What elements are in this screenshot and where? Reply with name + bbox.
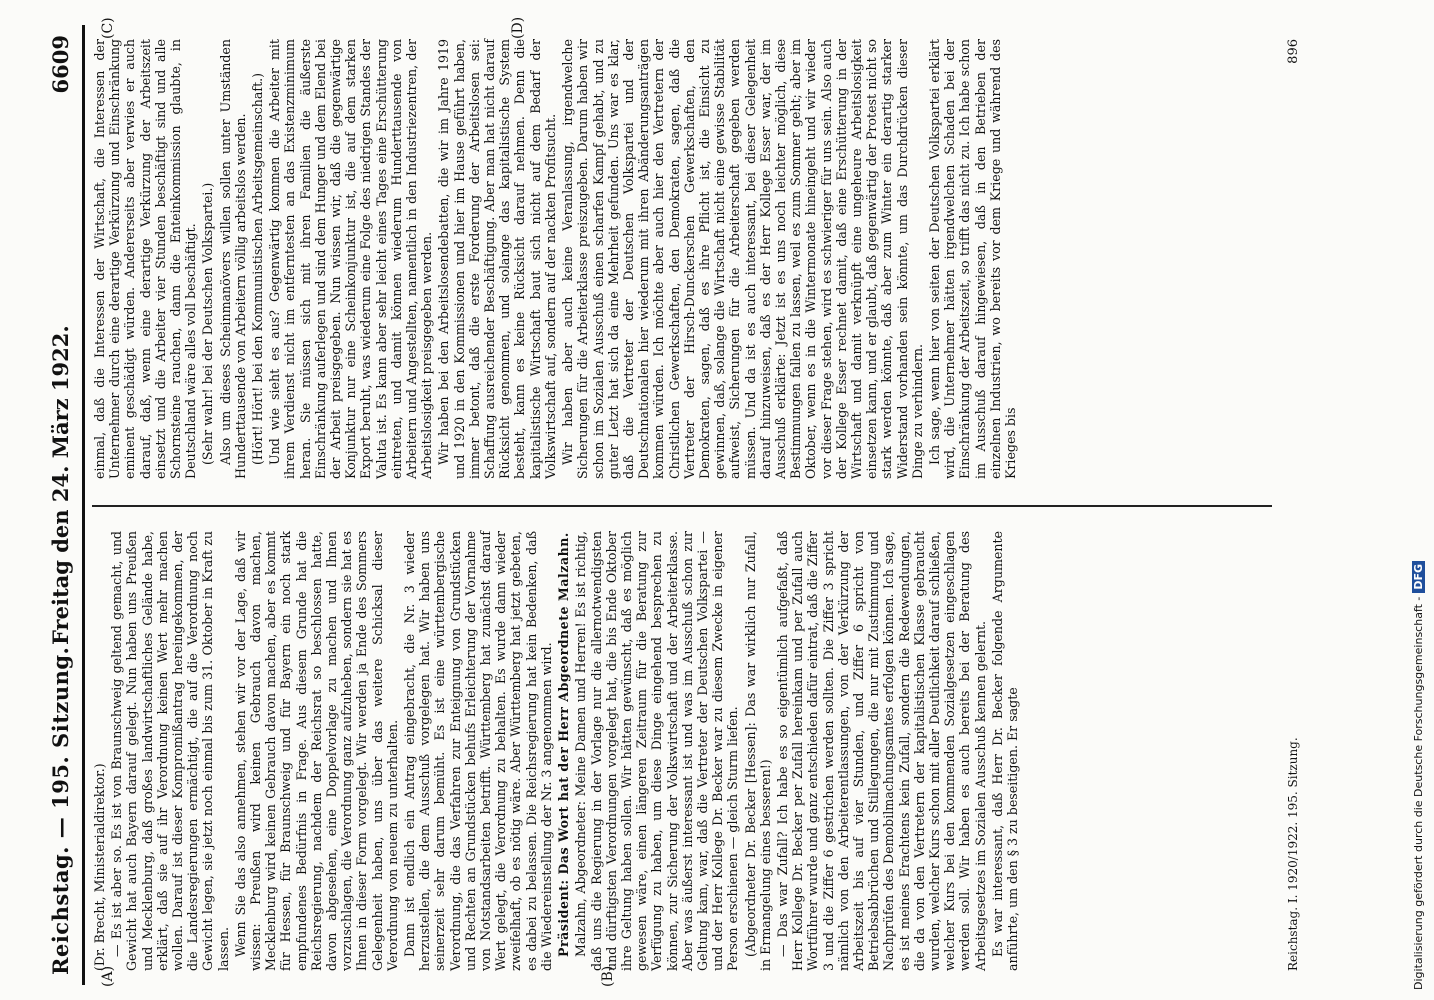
margin-marker-a: (A)	[100, 965, 116, 987]
paragraph: Wir haben bei den Arbeitslosendebatten, die wir im Jahre 1919 und 1920 in den Kommissionen und hier im Hause geführt haben, immer betont, daß die erste Forderung der Arbeitslosen sei: Schaffung ausreichender Beschäftigung. Aber man hat nicht darauf Rücksicht genommen, und solange das kapitalistische System besteht, kann es keine Rücksicht darauf nehmen. Denn die kapitalistische Wirtschaft baut sich nicht auf dem Bedarf der Volkswirtschaft auf, sondern auf der nackten Profitsucht.	[436, 39, 558, 479]
paragraph: (Dr. Brecht, Ministerialdirektor.)	[92, 763, 107, 971]
newspaper-page	[40, 16, 1420, 987]
footer-signature: Reichstag. I. 1920/1922. 195. Sitzung.	[1286, 737, 1300, 971]
dfg-logo: DFG	[1412, 561, 1425, 593]
digitization-credit	[1412, 290, 1432, 990]
paragraph: Ich sage, wenn hier von seiten der Deutschen Volkspartei erklärt wird, die Unternehmer hätten irgendwelchen Schaden bei der Einschränkung der Arbeitszeit, so trifft das nicht zu. Ich habe schon im Ausschuß darauf hingewiesen, daß in den Betrieben der einzelnen Industrien, wo bereits vor dem Kriege und während des Krieges bis	[926, 39, 1018, 479]
paragraph: — Das war Zufall? Ich habe es so eigentümlich aufgefaßt, daß Herr Kollege Dr. Becker per Zufall hereinkam und per Zufall auch Wortführer wurde und ganz entschieden dafür eintrat, daß die Ziffer 3 und die Ziffer 6 gestrichen werden sollten. Die Ziffer 3 spricht nämlich von den Arbeiterentlassungen, von der Verkürzung der Arbeitszeit bis auf vier Stunden, und Ziffer 6 spricht von Betriebsabbrüchen und Stillegungen, die nur mit Zustimmung und Nachprüfen des Demobilmachungsamtes erfolgen können. Ich sage, es ist meines Erachtens kein Zufall, sondern die Redewendungen, die da von den Vertretern der kapitalistischen Klasse gebraucht wurden, welcher Kurs schon mit aller Deutlichkeit darauf schließen, welcher Kurs bei den kommenden Sozialgesetzen eingeschlagen werden soll. Wir haben es auch bereits bei der Beratung des Arbeitsgesetzes im Sozialen Ausschuß kennen gelernt.	[774, 531, 988, 971]
paragraph: Dann ist endlich ein Antrag eingebracht, die Nr. 3 wieder herzustellen, die dem Ausschuß vorgelegen hat. Wir haben uns seinerzeit sehr darum bemüht. Es ist eine württembergische Verordnung, die das Verfahren zur Enteignung von Grundstücken und Rechten an Grundstücken behufs Erleichterung der Vornahme von Notstandsarbeiten betrifft. Württemberg hat zunächst darauf Wert gelegt, die Verordnung zu behalten. Es wurde dann wieder zweifelhaft, ob es nötig wäre. Aber Württemberg hat jetzt gebeten, es dabei zu belassen. Die Reichsregierung hat kein Bedenken, daß die Wiedereinstellung der Nr. 3 angenommen wird.	[402, 531, 554, 971]
header-date: Freitag den 24. März 1922.	[48, 325, 73, 645]
paragraph: Wir haben aber auch keine Veranlassung, irgendwelche Sicherungen für die Arbeiterklasse preiszugeben. Darum haben wir schon im Sozialen Ausschuß einen scharfen Kampf gehabt, und zu guter Letzt hat sich da eine Mehrheit gefunden. Uns war es klar, daß die Vertreter der Deutschen Volkspartei und der Deutschnationalen hier wiederum mit ihren Abänderungsanträgen kommen würden. Ich möchte aber auch hier den Vertretern der Christlichen Gewerkschaften, den Demokraten, sagen, daß die Vertreter der Hirsch-Dunckerschen Gewerkschaften, den Demokraten, sagen, daß es ihre Pflicht ist, die Einsicht zu gewinnen, daß, solange die Wirtschaft nicht eine gewisse Stabilität aufweist, Sicherungen für die Arbeiterschaft gegeben werden müssen. Und da ist es auch interessant, bei dieser Gelegenheit darauf hinzuweisen, daß es der Herr Kollege Esser war, der im Ausschuß erklärte: Jetzt ist es uns noch leichter möglich, diese Bestimmungen fallen zu lassen, weil es zum Sommer geht; aber im Oktober, wenn es in die Wintermonate hineingeht und wir wieder vor dieser Frage stehen, wird es schwieriger für uns sein. Also auch der Kollege Esser rechnet damit, daß eine Erschütterung in der Wirtschaft und damit verknüpft eine ungeheure Arbeitslosigkeit einsetzen kann, und er glaubt, daß gegenwärtig der Protest nicht so stark werden könnte, daß aber zum Winter ein derartig starker Widerstand vorhanden sein könnte, um das Durchdrücken dieser Dinge zu verhindern.	[560, 39, 925, 479]
header-session: Reichstag. — 195. Sitzung.	[48, 646, 73, 975]
paragraph: einmal, daß die Interessen der Wirtschaft, die Interessen der Unternehmer durch eine derartige Verkürzung und Einschränkung eminent geschädigt würden. Andererseits aber verwies er auch darauf, daß, wenn eine derartige Verkürzung der Arbeitszeit einsetzt und die Arbeiter vier Stunden beschäftigt sind und alle Schornsteine rauchen, dann die Enteinkommission glaubte, in Deutschland wäre alles voll beschäftigt.	[92, 39, 199, 479]
column-divider	[92, 506, 1272, 508]
margin-marker-d: (D)	[510, 16, 526, 39]
paragraph: — Es ist aber so. Es ist von Braunschweig geltend gemacht, und Gewicht hat auch Bayern darauf gelegt. Nun haben uns Preußen und Mecklenburg, daß großes landwirtschaftliches Gelände habe, erklärt, daß sie auf ihr Verordnung keinen Wert mehr machen wollen. Darauf ist dieser Kompromißantrag hereingekommen, der die Landesregierungen ermächtigt, die auf die Verordnung noch Gewicht legen, sie jetzt noch einmal bis zum 31. Oktober in Kraft zu lassen.	[109, 531, 231, 971]
interjection: (Abgeordneter Dr. Becker [Hessen]: Das war wirklich nur Zufall, in Ermangelung eines besseren!)	[742, 531, 773, 971]
page-header	[40, 25, 80, 985]
right-column	[92, 39, 1020, 479]
speaker-paragraph: Präsident: Das Wort hat der Herr Abgeordnete Malzahn.	[556, 532, 572, 957]
paragraph: Und wie sieht es aus? Gegenwärtig kommen die Arbeiter mit ihrem Verdienst nicht im entferntesten an das Existenzminimum heran. Sie müssen sich mit ihren Familien die äußerste Einschränkung auferlegen und sind dem Hunger und dem Elend bei der Arbeit preisgegeben. Nun wissen wir, daß die gegenwärtige Konjunktur nur eine Scheinkonjunktur ist, die auf dem starken Export beruht, was wiederum eine Folge des niedrigen Standes der Valuta ist. Es kann aber sehr leicht eines Tages eine Erschütterung eintreten, und damit können wiederum Hunderttausende von Arbeitern und Angestellten, namentlich in den Industriezentren, der Arbeitslosigkeit preisgegeben werden.	[267, 39, 435, 479]
paragraph: Wenn Sie das also annehmen, stehen wir vor der Lage, daß wir wissen: Preußen wird keinen Gebrauch davon machen, Mecklenburg wird keinen Gebrauch davon machen, aber es kommt für Hessen, für Braunschweig und für Bayern ein noch stark empfundenes Bedürfnis in Frage. Aus diesem Grunde hat die Reichsregierung, nachdem der Reichsrat so beschlossen hatte, davon abgesehen, eine Doppelvorlage zu machen und Ihnen vorzuschlagen, die Verordnung ganz aufzuheben, sondern sie hat es Ihnen in dieser Form vorgelegt. Wir werden ja Ende des Sommers Gelegenheit haben, uns über das weitere Schicksal dieser Verordnung von neuem zu unterhalten.	[232, 531, 400, 971]
credit-text: Digitalisierung gefördert durch die Deutsche Forschungsgemeinschaft -	[1412, 596, 1425, 990]
paragraph: Also um dieses Scheinmanövers willen sollen unter Umständen Hunderttausende von Arbeitern völlig arbeitslos werden.	[217, 39, 248, 479]
interjection: (Sehr wahr! bei der Deutschen Volkspartei.)	[200, 182, 216, 465]
paragraph: Malzahn, Abgeordneter: Meine Damen und Herren! Es ist richtig, daß uns die Regierung in der Vorlage nur die allernotwendigsten und dürftigsten Verordnungen vorgelegt hat, die bis Ende Oktober ihre Geltung haben sollen. Wir hätten gewünscht, daß es möglich gewesen wäre, einen längeren Zeitraum für die Beratung zur Verfügung zu haben, um diese Dinge eingehend besprechen zu können, zur Sicherung der Volkswirtschaft und der Arbeiterklasse. Aber was äußerst interessant ist und was im Ausschuß schon zur Geltung kam, war, daß die Vertreter der Deutschen Volkspartei — und der Herr Kollege Dr. Becker war zu diesem Zwecke in eigener Person erschienen — gleich Sturm liefen.	[573, 531, 741, 971]
interjection: (Hört! Hört! bei den Kommunistischen Arbeitsgemeinschaft.)	[250, 72, 266, 465]
header-rule	[82, 25, 85, 985]
margin-marker-b: (B)	[600, 965, 616, 987]
left-column	[92, 531, 1022, 971]
paragraph: Es war interessant, daß Herr Dr. Becker folgende Argumente anführte, um den § 3 zu beseitigen. Er sagte	[989, 531, 1020, 971]
margin-marker-c: (C)	[100, 17, 116, 39]
footer-number: 896	[1286, 39, 1301, 64]
page-number: 6609	[48, 35, 73, 94]
